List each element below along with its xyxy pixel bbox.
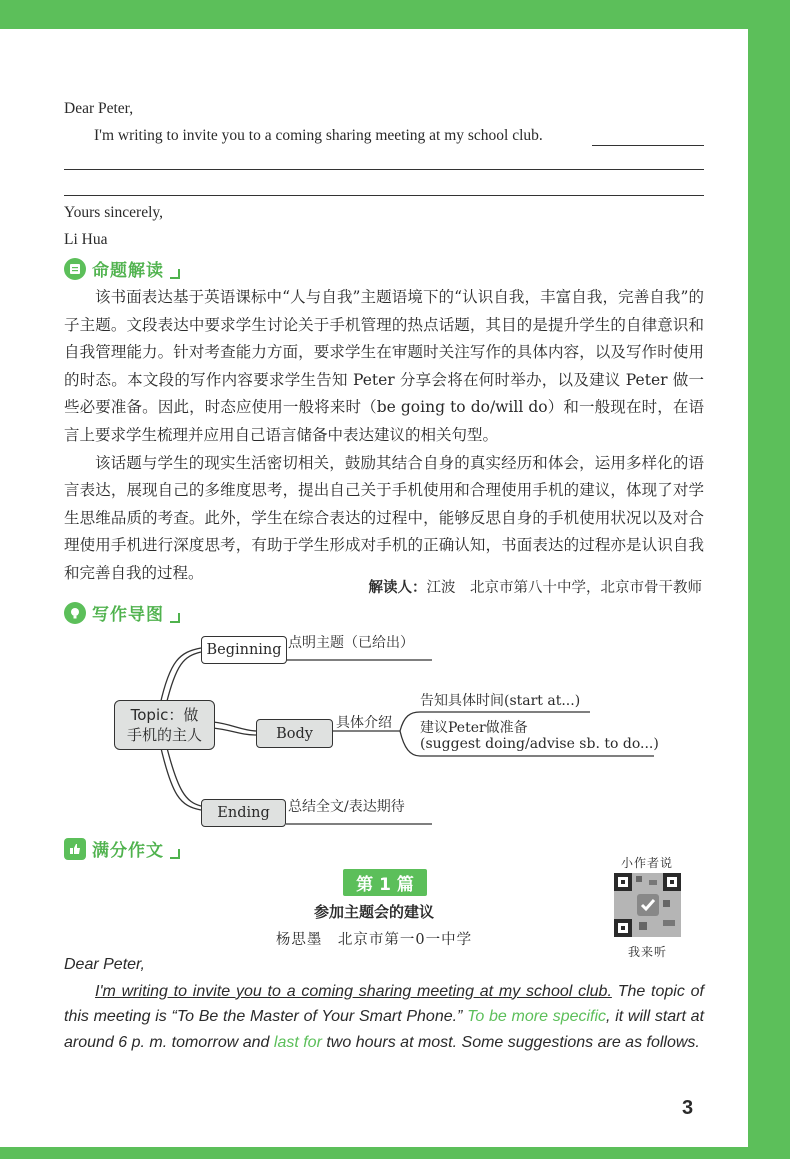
ending-label: Ending bbox=[217, 805, 270, 821]
mind-map-body-node bbox=[256, 719, 333, 748]
essay-highlight-phrase: To be more specific bbox=[467, 1008, 607, 1025]
essay-title: 参加主题会的建议 bbox=[313, 903, 434, 921]
thumbs-up-icon bbox=[64, 838, 86, 860]
model-essay bbox=[64, 952, 704, 1055]
section-title: 命题解读 bbox=[92, 261, 164, 281]
qr-bottom-label: 我来听 bbox=[628, 945, 668, 959]
mind-map-ending-node bbox=[201, 799, 286, 827]
essay-number-badge: 第 1 篇 bbox=[343, 869, 427, 896]
body-note: 具体介绍 bbox=[336, 715, 392, 731]
essay-highlight-phrase: last for bbox=[273, 1033, 322, 1051]
essay-paragraph bbox=[64, 979, 704, 1056]
letter-opening: I'm writing to invite you to a coming sharing meeting at my school club. bbox=[94, 127, 543, 144]
letter-salutation: Dear Peter, bbox=[64, 100, 134, 117]
interpretation-paragraph-2: 该话题与学生的现实生活密切相关，鼓励其结合自身的真实经历和体会，运用多样化的语言表达，展现自己的多维度思考，提出自己关于手机使用和合理使用手机的建议，体现了对学生思维品质的考查。此外，学生在综合表达的过程中，能够反思自身的手机使用状况以及对合理使用手机进行深度思考，有助于学生形成对手机的正确认知，书面表达的过程亦是认识自我和完善自我的过程。 bbox=[64, 453, 704, 582]
page-number: 3 bbox=[682, 1097, 694, 1119]
letter-signature: Li Hua bbox=[64, 231, 108, 248]
body-sub-time: 告知具体时间(start at...) bbox=[420, 693, 581, 709]
essay-salutation: Dear Peter, bbox=[64, 956, 145, 973]
body-label: Body bbox=[276, 725, 313, 742]
beginning-label: Beginning bbox=[206, 642, 282, 658]
interpretation-paragraph-1: 该书面表达基于英语课标中“人与自我”主题语境下的“认识自我，丰富自我，完善自我”的子主题。文段表达中要求学生讨论关于手机管理的热点话题，其目的是提升学生的自律意识和自我管理能力。针对考查能力方面，要求学生在审题时关注写作的具体内容，以及写作时使用的时态。本文段的写作内容要求学生告知 Peter 分享会将在何时举办，以及建议 Peter 做一些必要准备。因此，时态应使用一般将来时（be going to do/will do）和一般现在时，在语言上要求学生梳理并应用自己语言储备中表达建议的相关句型。 bbox=[64, 288, 704, 444]
page-frame-right bbox=[748, 0, 790, 1159]
qr-top-label: 小作者说 bbox=[621, 856, 674, 870]
ending-note: 总结全文/表达期待 bbox=[288, 799, 405, 815]
section-title: 满分作文 bbox=[92, 841, 164, 861]
mind-map-topic-node bbox=[114, 700, 215, 750]
corner-hook-icon bbox=[170, 849, 180, 859]
reader-label: 解读人： bbox=[368, 580, 427, 596]
essay-sentence: two hours at most. Some suggestions are as follows. bbox=[321, 1033, 700, 1051]
section-title: 写作导图 bbox=[92, 605, 164, 625]
body-sub-advice-cn: 建议Peter做准备 bbox=[420, 720, 528, 736]
essay-author: 杨思墨 北京市第一0一中学 bbox=[275, 932, 473, 948]
section-header-model bbox=[64, 836, 180, 861]
page-frame-bottom bbox=[0, 1147, 790, 1159]
qr-code-icon[interactable] bbox=[611, 870, 684, 940]
beginning-note: 点明主题（已给出） bbox=[288, 635, 414, 651]
essay-sentence-underlined: I'm writing to invite you to a coming sharing meeting at my school club. bbox=[95, 982, 612, 1000]
topic-label: Topic：做手机的主人 bbox=[126, 706, 202, 744]
body-sub-advice-en: (suggest doing/advise sb. to do...) bbox=[420, 736, 659, 752]
letter-closing: Yours sincerely, bbox=[64, 204, 164, 221]
essay-sentence: , it will start at around 6 p. m. tomorrow and bbox=[64, 1008, 705, 1051]
mind-map-beginning-node bbox=[201, 636, 287, 664]
reader-value: 江波 北京市第八十中学，北京市骨干教师 bbox=[426, 580, 702, 596]
essay-sentence: The topic of this meeting is “To Be the Master of Your Smart Phone.” bbox=[64, 982, 705, 1025]
